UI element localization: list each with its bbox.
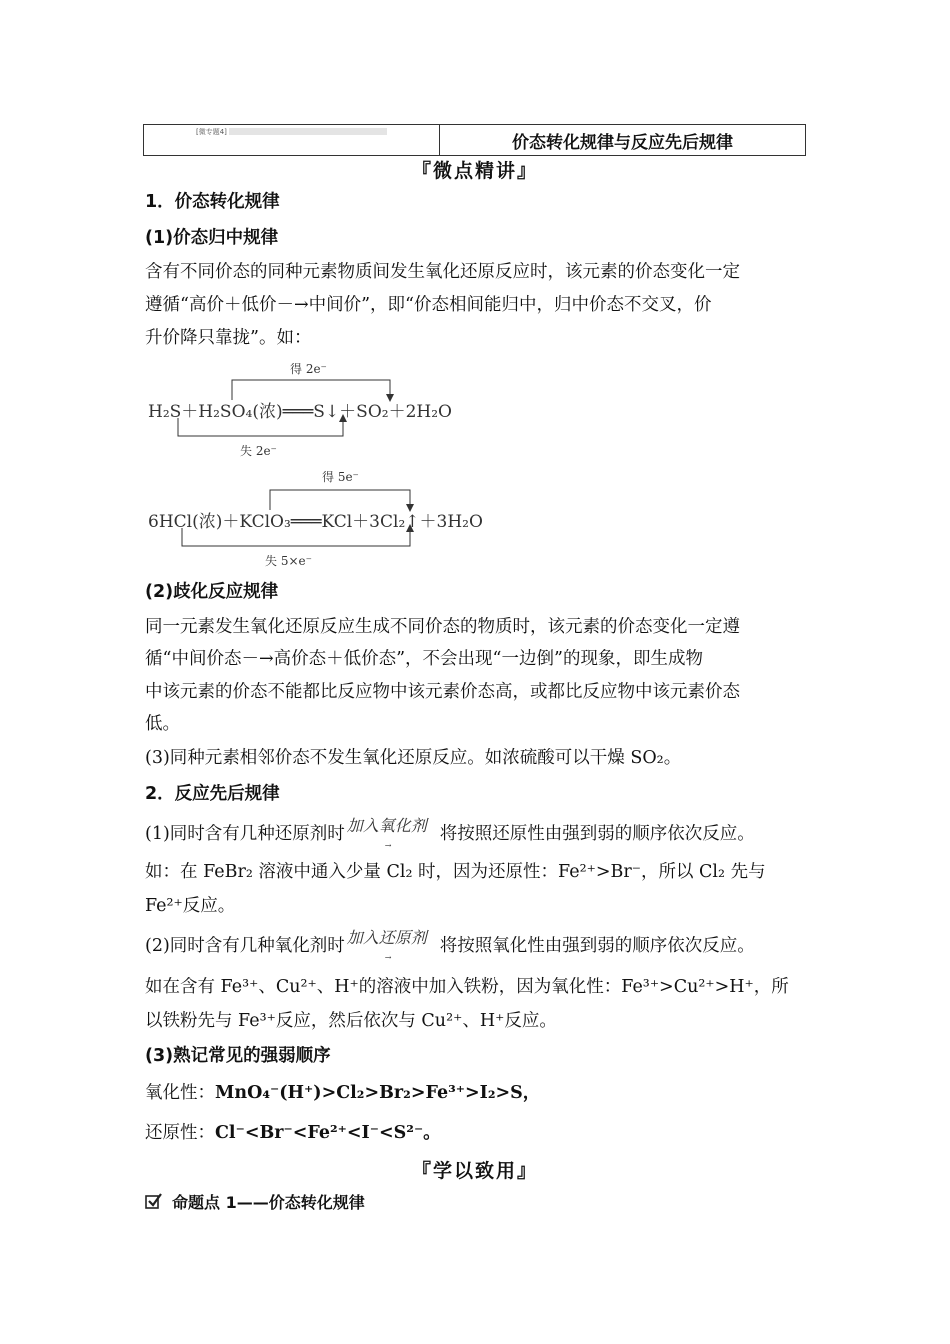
section-1-2-para-line2: 循“中间价态－→高价态＋低价态”，不会出现“一边倒”的现象，即生成物 bbox=[145, 649, 703, 669]
section-1-1-para-line1: 含有不同价态的同种元素物质间发生氧化还原反应时，该元素的价态变化一定 bbox=[145, 262, 740, 282]
header-tag: [微专题4] bbox=[196, 128, 227, 136]
section-2-2-suffix: 将按照氧化性由强到弱的顺序依次反应。 bbox=[439, 936, 755, 956]
oxidizing-order-line bbox=[145, 1081, 810, 1105]
equation-2-lose-label: 失 5×e⁻ bbox=[265, 554, 312, 568]
arrow-glyph: → bbox=[384, 841, 392, 850]
section-2-2-example-line1: 如在含有 Fe³⁺、Cu²⁺、H⁺的溶液中加入铁粉，因为氧化性：Fe³⁺>Cu²⁺>H⁺，所 bbox=[145, 977, 789, 997]
section-1-2-title: (2)歧化反应规律 bbox=[145, 582, 279, 602]
section-1-2-para-line1: 同一元素发生氧化还原反应生成不同价态的物质时，该元素的价态变化一定遵 bbox=[145, 617, 740, 637]
equation-2-gain-label: 得 5e⁻ bbox=[322, 470, 359, 484]
topic-1-title: 命题点 1——价态转化规律 bbox=[172, 1193, 365, 1212]
add-oxidant-arrow bbox=[345, 816, 440, 850]
equation-1-formula: H₂S＋H₂SO₄(浓)═══S↓＋SO₂＋2H₂O bbox=[148, 402, 452, 422]
add-reductant-label: 加入还原剂 bbox=[346, 928, 427, 947]
section-1-1-title: (1)价态归中规律 bbox=[145, 228, 279, 248]
section-2-2-line bbox=[145, 928, 810, 962]
section-1-3-text: (3)同种元素相邻价态不发生氧化还原反应。如浓硫酸可以干燥 SO₂。 bbox=[145, 748, 682, 768]
oxidizing-order-formula: MnO₄⁻(H⁺)>Cl₂>Br₂>Fe³⁺>I₂>S， bbox=[215, 1083, 541, 1103]
oxidizing-order-label: 氧化性： bbox=[145, 1083, 215, 1103]
section-1-2-para-line4: 低。 bbox=[145, 714, 180, 734]
add-reductant-arrow bbox=[345, 928, 440, 962]
section-1-title: 1．价态转化规律 bbox=[145, 192, 280, 212]
banner-apply-learning: 『学以致用』 bbox=[411, 1160, 538, 1182]
section-1-2-para-line3: 中该元素的价态不能都比反应物中该元素价态高，或都比反应物中该元素价态 bbox=[145, 682, 740, 702]
section-2-1-suffix: 将按照还原性由强到弱的顺序依次反应。 bbox=[439, 824, 755, 844]
add-oxidant-label: 加入氧化剂 bbox=[346, 816, 427, 835]
header-title: 价态转化规律与反应先后规律 bbox=[512, 132, 733, 153]
equation-1-gain-label: 得 2e⁻ bbox=[290, 362, 327, 376]
reducing-order-formula: Cl⁻<Br⁻<Fe²⁺<I⁻<S²⁻。 bbox=[215, 1123, 441, 1143]
checkbox-icon bbox=[145, 1192, 163, 1210]
section-1-1-para-line3: 升价降只靠拢”。如： bbox=[145, 328, 312, 348]
section-2-1-example-line2: Fe²⁺反应。 bbox=[145, 896, 236, 916]
section-2-1-line bbox=[145, 816, 810, 850]
section-2-3-title: (3)熟记常见的强弱顺序 bbox=[145, 1046, 331, 1066]
section-2-1-prefix: (1)同时含有几种还原剂时 bbox=[145, 824, 345, 844]
section-2-2-example-line2: 以铁粉先与 Fe³⁺反应，然后依次与 Cu²⁺、H⁺反应。 bbox=[145, 1011, 557, 1031]
section-2-1-example-line1: 如：在 FeBr₂ 溶液中通入少量 Cl₂ 时，因为还原性：Fe²⁺>Br⁻，所以 Cl₂ 先与 bbox=[145, 862, 766, 882]
reducing-order-line bbox=[145, 1121, 810, 1145]
banner-micro-lecture: 『微点精讲』 bbox=[411, 160, 538, 182]
section-2-2-prefix: (2)同时含有几种氧化剂时 bbox=[145, 936, 345, 956]
section-2-title: 2．反应先后规律 bbox=[145, 784, 280, 804]
equation-2-formula: 6HCl(浓)＋KClO₃═══KCl＋3Cl₂↑＋3H₂O bbox=[148, 512, 483, 532]
arrow-glyph: → bbox=[384, 953, 392, 962]
equation-1-lose-label: 失 2e⁻ bbox=[240, 444, 277, 458]
reducing-order-label: 还原性： bbox=[145, 1123, 215, 1143]
section-1-1-para-line2: 遵循“高价＋低价－→中间价”，即“价态相间能归中，归中价态不交叉，价 bbox=[145, 295, 712, 315]
